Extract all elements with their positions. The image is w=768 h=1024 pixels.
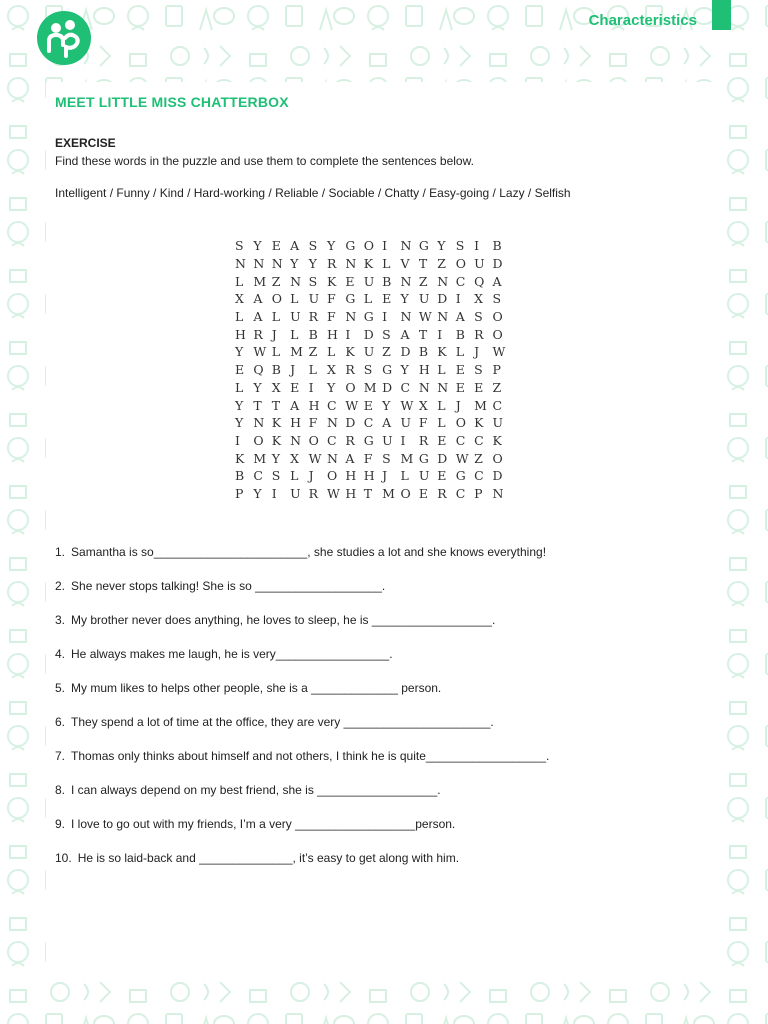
grid-letter: L <box>235 379 244 395</box>
grid-letter: R <box>326 256 337 272</box>
grid-letter: Y <box>253 379 262 395</box>
question-item <box>55 545 549 579</box>
grid-letter: P <box>474 485 483 501</box>
question-number: 4. <box>55 647 66 661</box>
question-number: 1. <box>55 545 66 559</box>
grid-letter: S <box>382 450 391 466</box>
grid-letter: J <box>308 468 314 484</box>
grid-letter: O <box>492 309 503 325</box>
grid-letter: O <box>455 415 466 431</box>
grid-letter: R <box>253 326 263 342</box>
grid-letter: L <box>290 468 299 484</box>
grid-letter: N <box>437 379 449 395</box>
grid-letter: O <box>455 256 466 272</box>
grid-letter: I <box>437 326 443 342</box>
grid-letter: G <box>418 238 429 254</box>
grid-letter: V <box>400 256 410 272</box>
grid-letter: S <box>492 291 502 307</box>
exercise-label: EXERCISE <box>55 136 116 150</box>
grid-letter: L <box>290 326 299 342</box>
grid-letter: K <box>326 273 337 289</box>
grid-letter: Y <box>290 256 299 272</box>
grid-letter: X <box>326 362 336 378</box>
grid-letter: E <box>455 379 465 395</box>
grid-letter: W <box>345 397 359 413</box>
grid-letter: R <box>308 485 318 501</box>
grid-letter: E <box>455 362 465 378</box>
grid-letter: K <box>492 432 502 448</box>
grid-letter: Y <box>400 362 409 378</box>
question-text: I love to go out with my friends, I’m a very __________________person. <box>71 817 456 831</box>
grid-letter: E <box>418 485 429 501</box>
grid-letter: L <box>363 291 373 307</box>
grid-row <box>235 432 511 450</box>
grid-letter: I <box>382 238 388 254</box>
grid-letter: Z <box>437 256 446 272</box>
question-text: He always makes me laugh, he is very_________________. <box>71 647 393 661</box>
grid-letter: U <box>400 415 412 431</box>
grid-letter: P <box>492 362 501 378</box>
grid-letter: Y <box>271 450 281 466</box>
question-text: Samantha is so_______________________, she studies a lot and she knows everything! <box>71 545 547 559</box>
section-title: Characteristics <box>588 12 697 29</box>
question-item <box>55 579 549 613</box>
grid-letter: X <box>474 291 483 307</box>
grid-letter: R <box>437 485 447 501</box>
grid-row <box>235 449 511 467</box>
grid-letter: H <box>345 468 357 484</box>
grid-letter: W <box>326 485 340 501</box>
grid-letter: M <box>474 397 487 413</box>
grid-letter: T <box>363 485 373 501</box>
question-item <box>55 681 549 715</box>
grid-letter: Y <box>253 485 262 501</box>
grid-letter: W <box>253 344 267 360</box>
grid-letter: U <box>363 273 375 289</box>
grid-letter: C <box>253 468 263 484</box>
grid-letter: A <box>400 326 410 342</box>
grid-letter: S <box>455 238 465 254</box>
grid-letter: G <box>382 362 393 378</box>
grid-letter: N <box>437 309 449 325</box>
question-item <box>55 749 549 783</box>
grid-letter: B <box>492 238 502 254</box>
grid-letter: E <box>474 379 484 395</box>
grid-letter: S <box>308 273 318 289</box>
grid-letter: K <box>271 415 282 431</box>
word-list: Intelligent / Funny / Kind / Hard-working / Reliable / Sociable / Chatty / Easy-going / Lazy / Selfish <box>55 186 571 200</box>
word-search-grid <box>235 237 511 502</box>
instructions: Find these words in the puzzle and use them to complete the sentences below. <box>55 154 474 168</box>
grid-letter: C <box>455 432 466 448</box>
grid-letter: C <box>455 273 466 289</box>
grid-letter: F <box>326 309 336 325</box>
grid-row <box>235 308 511 326</box>
question-text: Thomas only thinks about himself and not others, I think he is quite__________________. <box>71 749 550 763</box>
grid-letter: M <box>382 485 395 501</box>
grid-letter: L <box>308 362 317 378</box>
grid-letter: L <box>437 362 446 378</box>
grid-letter: B <box>455 326 465 342</box>
grid-letter: N <box>400 238 412 254</box>
grid-letter: O <box>271 291 283 307</box>
worksheet-body <box>55 94 715 200</box>
grid-letter: K <box>345 344 355 360</box>
grid-letter: B <box>235 468 245 484</box>
grid-letter: N <box>345 309 357 325</box>
grid-letter: B <box>382 273 392 289</box>
grid-letter: A <box>253 291 263 307</box>
grid-letter: N <box>437 273 449 289</box>
question-item <box>55 817 549 851</box>
grid-letter: A <box>492 273 502 289</box>
grid-letter: A <box>290 397 300 413</box>
grid-letter: Y <box>235 344 244 360</box>
grid-letter: C <box>326 432 337 448</box>
grid-letter: G <box>363 309 374 325</box>
grid-letter: Y <box>326 379 336 395</box>
grid-letter: T <box>253 397 262 413</box>
grid-letter: R <box>474 326 484 342</box>
grid-letter: H <box>326 326 338 342</box>
grid-letter: M <box>253 450 267 466</box>
grid-letter: Y <box>308 256 317 272</box>
grid-letter: L <box>235 273 244 289</box>
grid-letter: L <box>400 468 409 484</box>
grid-letter: D <box>363 326 374 342</box>
grid-letter: C <box>400 379 411 395</box>
question-number: 5. <box>55 681 66 695</box>
grid-letter: O <box>363 238 374 254</box>
grid-letter: I <box>345 326 351 342</box>
grid-letter: U <box>474 256 485 272</box>
grid-letter: Y <box>235 397 244 413</box>
grid-letter: U <box>363 344 375 360</box>
grid-letter: Z <box>382 344 391 360</box>
grid-letter: C <box>492 397 503 413</box>
grid-letter: N <box>271 256 283 272</box>
grid-letter: F <box>363 450 373 466</box>
grid-letter: X <box>235 291 244 307</box>
grid-letter: H <box>235 326 246 342</box>
question-number: 7. <box>55 749 66 763</box>
grid-letter: U <box>418 468 430 484</box>
grid-letter: D <box>345 415 356 431</box>
grid-letter: L <box>382 256 391 272</box>
grid-letter: Y <box>437 238 446 254</box>
grid-letter: M <box>290 344 303 360</box>
question-number: 10. <box>55 851 72 865</box>
grid-letter: O <box>345 379 356 395</box>
grid-letter: C <box>474 432 484 448</box>
grid-letter: N <box>400 273 412 289</box>
grid-letter: S <box>382 326 391 342</box>
grid-letter: S <box>363 362 373 378</box>
grid-letter: J <box>382 468 388 484</box>
grid-letter: E <box>345 273 355 289</box>
grid-letter: H <box>345 485 357 501</box>
grid-letter: A <box>455 309 465 325</box>
grid-letter: H <box>418 362 430 378</box>
grid-letter: R <box>345 362 355 378</box>
grid-row <box>235 485 511 503</box>
grid-letter: E <box>235 362 245 378</box>
grid-letter: G <box>363 432 374 448</box>
grid-letter: I <box>382 309 388 325</box>
grid-letter: E <box>290 379 300 395</box>
grid-letter: O <box>326 468 338 484</box>
grid-letter: A <box>253 309 263 325</box>
question-item <box>55 851 549 885</box>
grid-letter: I <box>235 432 240 448</box>
page-title: MEET LITTLE MISS CHATTERBOX <box>55 94 289 110</box>
grid-letter: S <box>308 238 318 254</box>
grid-letter: I <box>455 291 461 307</box>
question-number: 6. <box>55 715 66 729</box>
question-text: I can always depend on my best friend, she is __________________. <box>71 783 441 797</box>
grid-letter: J <box>455 397 461 413</box>
grid-row <box>235 255 511 273</box>
grid-letter: C <box>455 485 466 501</box>
grid-letter: K <box>437 344 447 360</box>
question-text: My mum likes to helps other people, she is a _____________ person. <box>71 681 442 695</box>
grid-letter: S <box>235 238 244 254</box>
grid-letter: N <box>290 432 302 448</box>
grid-letter: L <box>271 309 281 325</box>
grid-letter: F <box>308 415 318 431</box>
grid-row <box>235 272 511 290</box>
grid-letter: L <box>235 309 244 325</box>
grid-row <box>235 290 511 308</box>
grid-letter: Y <box>382 397 391 413</box>
question-item <box>55 613 549 647</box>
grid-letter: S <box>271 468 281 484</box>
grid-letter: E <box>437 468 447 484</box>
grid-letter: A <box>382 415 392 431</box>
grid-letter: J <box>474 344 480 360</box>
grid-letter: G <box>345 291 356 307</box>
grid-letter: A <box>290 238 300 254</box>
question-item <box>55 783 549 817</box>
grid-letter: F <box>326 291 336 307</box>
grid-letter: C <box>474 468 484 484</box>
question-text: My brother never does anything, he loves to sleep, he is __________________. <box>71 613 496 627</box>
grid-letter: G <box>345 238 356 254</box>
grid-row <box>235 379 511 397</box>
grid-letter: Y <box>326 238 336 254</box>
grid-letter: S <box>474 309 483 325</box>
grid-letter: R <box>418 432 429 448</box>
grid-letter: K <box>363 256 374 272</box>
grid-letter: U <box>492 415 504 431</box>
grid-letter: I <box>474 238 480 254</box>
grid-letter: K <box>474 415 484 431</box>
grid-letter: T <box>271 397 281 413</box>
grid-letter: W <box>400 397 414 413</box>
grid-letter: M <box>363 379 377 395</box>
grid-row <box>235 361 511 379</box>
grid-letter: L <box>437 415 446 431</box>
grid-letter: Y <box>400 291 409 307</box>
question-text: He is so laid-back and ______________, it’s easy to get along with him. <box>77 851 460 865</box>
question-list <box>55 545 549 885</box>
grid-letter: E <box>382 291 392 307</box>
grid-letter: O <box>400 485 411 501</box>
grid-letter: W <box>455 450 469 466</box>
grid-letter: P <box>235 485 244 501</box>
question-text: They spend a lot of time at the office, they are very ______________________. <box>71 715 494 729</box>
grid-letter: N <box>290 273 302 289</box>
grid-letter: U <box>382 432 393 448</box>
grid-row <box>235 237 511 255</box>
grid-letter: H <box>290 415 302 431</box>
grid-letter: T <box>418 256 428 272</box>
question-item <box>55 715 549 749</box>
grid-letter: Q <box>253 362 264 378</box>
grid-letter: G <box>418 450 429 466</box>
grid-letter: D <box>382 379 393 395</box>
grid-letter: U <box>290 309 301 325</box>
grid-letter: N <box>253 415 265 431</box>
grid-letter: Y <box>253 238 262 254</box>
grid-letter: N <box>345 256 357 272</box>
brand-logo-icon <box>37 11 91 65</box>
question-number: 9. <box>55 817 66 831</box>
grid-letter: C <box>326 397 337 413</box>
grid-letter: L <box>326 344 336 360</box>
grid-letter: X <box>290 450 300 466</box>
question-item <box>55 647 549 681</box>
grid-letter: K <box>271 432 282 448</box>
grid-letter: O <box>492 450 503 466</box>
grid-row <box>235 467 511 485</box>
grid-letter: H <box>363 468 375 484</box>
grid-letter: B <box>308 326 318 342</box>
chatting-people-logo-icon <box>37 11 91 65</box>
grid-letter: R <box>308 309 318 325</box>
grid-letter: Z <box>271 273 281 289</box>
grid-letter: E <box>363 397 373 413</box>
grid-letter: J <box>271 326 277 342</box>
grid-letter: A <box>345 450 355 466</box>
grid-letter: N <box>235 256 246 272</box>
grid-letter: D <box>437 291 448 307</box>
grid-letter: Z <box>308 344 318 360</box>
grid-letter: W <box>418 309 432 325</box>
grid-letter: O <box>492 326 503 342</box>
grid-row <box>235 414 511 432</box>
grid-letter: W <box>492 344 506 360</box>
grid-letter: H <box>308 397 320 413</box>
grid-letter: I <box>271 485 277 501</box>
grid-letter: L <box>437 397 446 413</box>
grid-letter: N <box>253 256 265 272</box>
grid-letter: C <box>363 415 374 431</box>
grid-letter: I <box>400 432 406 448</box>
grid-row <box>235 343 511 361</box>
question-number: 8. <box>55 783 66 797</box>
grid-letter: R <box>345 432 355 448</box>
question-number: 2. <box>55 579 66 593</box>
grid-letter: D <box>492 468 503 484</box>
grid-letter: S <box>474 362 483 378</box>
grid-letter: U <box>290 485 301 501</box>
grid-letter: B <box>271 362 281 378</box>
question-number: 3. <box>55 613 66 627</box>
grid-letter: Z <box>474 450 483 466</box>
grid-letter: E <box>271 238 281 254</box>
grid-letter: D <box>437 450 448 466</box>
grid-letter: W <box>308 450 322 466</box>
grid-letter: M <box>253 273 267 289</box>
grid-letter: D <box>492 256 503 272</box>
grid-letter: O <box>308 432 319 448</box>
grid-letter: G <box>455 468 466 484</box>
grid-letter: N <box>326 415 338 431</box>
grid-letter: Z <box>492 379 502 395</box>
grid-letter: E <box>437 432 447 448</box>
grid-row <box>235 325 511 343</box>
grid-letter: F <box>418 415 428 431</box>
grid-letter: T <box>418 326 428 342</box>
grid-letter: Z <box>418 273 428 289</box>
grid-letter: K <box>235 450 245 466</box>
grid-letter: B <box>418 344 429 360</box>
grid-letter: D <box>400 344 411 360</box>
grid-letter: N <box>400 309 412 325</box>
grid-letter: N <box>492 485 504 501</box>
grid-letter: O <box>253 432 264 448</box>
grid-letter: Q <box>474 273 485 289</box>
grid-letter: I <box>308 379 314 395</box>
grid-letter: J <box>290 362 296 378</box>
grid-row <box>235 396 511 414</box>
grid-letter: L <box>271 344 281 360</box>
grid-letter: X <box>418 397 428 413</box>
question-text: She never stops talking! She is so ___________________. <box>71 579 386 593</box>
grid-letter: N <box>418 379 430 395</box>
header-tab-marker <box>712 0 731 30</box>
grid-letter: U <box>418 291 430 307</box>
grid-letter: Y <box>235 415 244 431</box>
grid-letter: L <box>290 291 299 307</box>
grid-letter: U <box>308 291 320 307</box>
grid-letter: M <box>400 450 414 466</box>
grid-letter: X <box>271 379 281 395</box>
grid-letter: L <box>455 344 464 360</box>
grid-letter: N <box>326 450 338 466</box>
